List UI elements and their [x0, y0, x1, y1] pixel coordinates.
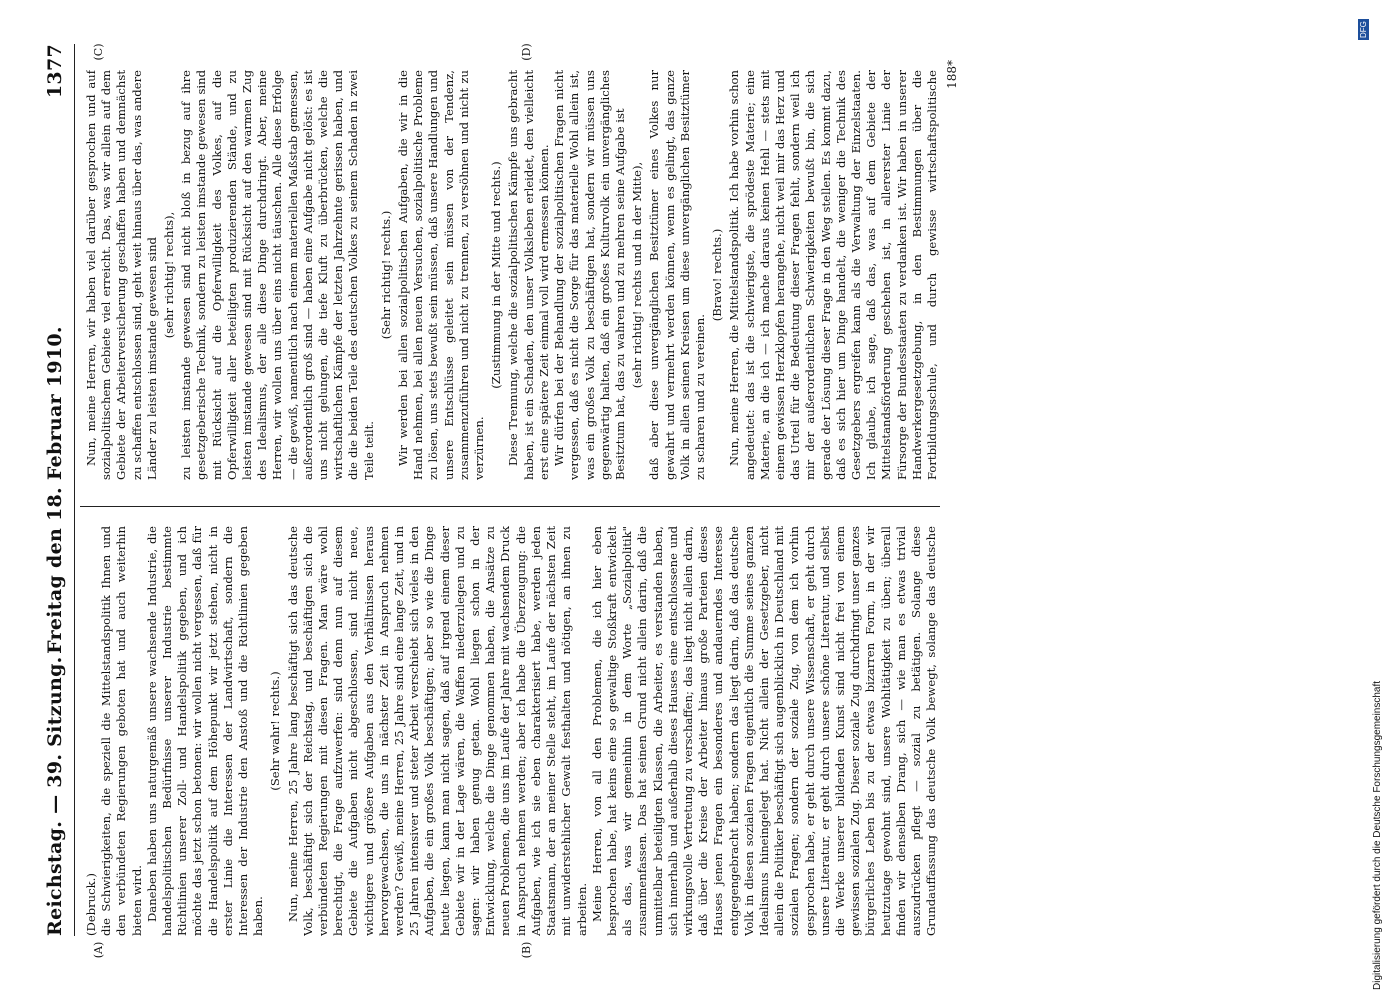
paragraph: Wir werden bei allen sozialpolitischen Aufgaben, die wir in die Hand nehmen, bei allen neuen Versuchen, sozialpolitische Probleme zu lösen, uns stets bewußt sein müssen, daß unsere Handlungen und unsere Entschlüsse geleitet sein müssen von der Tendenz, zusammenzuführen und nicht zu trennen, zu versöhnen und nicht zu verzürnen. — [396, 70, 487, 480]
interjection: (Sehr wahr! rechts.) — [268, 671, 283, 791]
header-date: Freitag den 18. Februar 1910. — [44, 326, 66, 654]
right-column — [84, 70, 939, 480]
paragraph: Nun, meine Herren, die Mittelstandspolitik. Ich habe vorhin schon angedeutet: das ist die schwierigste, die sprödeste Materie; eine Materie, an die ich — ich mache daraus keinen Hehl — stets mit einem gewissen Herzklopfen herangehe, nicht weil mir das Herz und das Urteil für die Bedeutung dieser Fragen fehlt, sondern weil ich mir der außerordentlichen Schwierigkeiten bewußt bin, die sich gerade der Lösung dieser Frage in den Weg stellen. Es kommt dazu, daß es sich hier um Dinge handelt, die weniger die Technik des Gesetzgebers ergreifen kann als die Verwaltung der Einzelstaaten. Ich glaube, ich sage, daß das, was auf dem Gebiete der Mittelstandsförderung geschehen ist, in allererster Linie der Fürsorge der Bundesstaaten zu verdanken ist. Wir haben in unserer Handwerkergesetzgebung, in den Bestimmungen über die Fortbildungsschule, und durch gewisse wirtschaftspolitische — [727, 70, 939, 480]
interjection: (Sehr richtig! rechts.) — [378, 210, 393, 340]
paragraph: daß aber diese unvergänglichen Besitztümer eines Volkes nur gewahrt und vermehrt werden können, wenn es gelingt, das ganze Volk in allen seinen Kreisen um diese unvergänglichen Besitztümer zu scharen und zu vereinen. — [647, 70, 707, 480]
paragraph: Nun, meine Herren, 25 Jahre lang beschäftigt sich das deutsche Volk, beschäftigt sich der Reichstag, und beschäftigen sich die verbündeten Regierungen mit diesen Fragen. Man wäre wohl berechtigt, die Frage aufzuwerfen: sind denn nun auf diesem Gebiete die Aufgaben nicht abgeschlossen, sind nicht neue, wichtigere und größere Aufgaben aus den Verhältnissen heraus hervorgewachsen, die uns in nächster Zeit in Anspruch nehmen werden? Gewiß, meine Herren, 25 Jahre sind eine lange Zeit, und in 25 Jahren intensiver und steter Arbeit verschiebt sich vieles in den Aufgaben, die ein großes Volk beschäftigen; aber so wie die Dinge heute liegen, kann man nicht sagen, daß auf irgend einem dieser Gebiete wir in der Lage wären, die Waffen niederzulegen und zu sagen: wir haben genug getan. Wohl liegen schon in der Entwicklung, welche die Dinge genommen haben, die Ansätze zu neuen Problemen, die uns im Laufe der Jahre mit wachsendem Druck in Anspruch nehmen werden; aber ich habe die Überzeugung: die Aufgaben, wie ich sie eben charakterisiert habe, werden jeden Staatsmann, der an meiner Stelle steht, im Laufe der nächsten Zeit mit unwiderstehlicher Gewalt festhalten und nötigen, an ihnen zu arbeiten. — [285, 526, 589, 936]
signature-mark: 188* — [945, 60, 959, 89]
margin-marker-d: (D) — [520, 43, 533, 61]
interjection: (Bravo! rechts.) — [710, 228, 725, 322]
paragraph: Meine Herren, von all den Problemen, die ich hier eben besprochen habe, hat keins eine so gewaltige Stoßkraft entwickelt als das, was wir gemeinhin in dem Worte „Sozialpolitik" zusammenfassen. Das hat seinen Grund nicht allein darin, daß die unmittelbar beteiligten Klassen, die Arbeiter, es verstanden haben, sich innerhalb und außerhalb dieses Hauses eine entschlossene und wirkungsvolle Vertretung zu verschaffen; das liegt nicht allein darin, daß über die Kreise der Arbeiter hinaus große Parteien dieses Hauses jenen Fragen ein besonderes und andauerndes Interesse entgegengebracht haben; sondern das liegt darin, daß das deutsche Volk in diesen sozialen Fragen eigentlich die Summe seines ganzen Idealismus hineingelegt hat. Nicht allein der Gesetzgeber, nicht allein die Politiker beschäftigt sich augenblicklich in Deutschland mit sozialen Fragen; sondern der soziale Zug, von dem ich vorhin gesprochen habe, er geht durch unsere Wissenschaft, er geht durch unsere Literatur, er geht durch unsere schöne Literatur, und selbst die Werke unserer bildenden Kunst sind nicht frei von einem gewissen sozialen Zug. Dieser soziale Zug durchdringt unser ganzes bürgerliches Leben bis zu der etwas bizarren Form, in der wir heutzutage gewohnt sind, unsere Wohltätigkeit zu üben; überall finden wir denselben Drang, sich — wie man es etwas trivial auszudrücken pflegt — sozial zu betätigen. Solange diese Grundauffassung das deutsche Volk bewegt, solange das deutsche — [589, 526, 939, 936]
dfg-logo: DFG — [1359, 21, 1368, 38]
speaker-continuation: (Debruck.) — [84, 873, 98, 936]
paragraph: Wir dürfen bei der Behandlung der sozialpolitischen Fragen nicht vergessen, daß es nicht die Sorge für das materielle Wohl allein ist, was ein großes Volk zu beschäftigen hat, sondern wir müssen uns gegenwärtig halten, daß ein großes Kulturvolk ein unvergängliches Besitztum hat, das zu wahren und zu mehren seine Aufgabe ist — [552, 70, 627, 480]
paragraph: zu leisten imstande gewesen sind nicht bloß in bezug auf ihre gesetzgeberische Technik, sondern zu leisten imstande gewesen sind mit Rücksicht auf die Opferwilligkeit des Volkes, auf die Opferwilligkeit aller beteiligten produzierenden Stände, und zu leisten imstande gewesen sind mit Rücksicht auf den warmen Zug des Idealismus, der alle diese Dinge durchdringt. Aber, meine Herren, wir wollen uns über eins nicht täuschen. Alle diese Erfolge — die gewiß, namentlich nach einem materiellen Maßstab gemessen, außerordentlich groß sind — haben eine Aufgabe nicht gelöst: es ist uns nicht gelungen, die tiefe Kluft zu überbrücken, welche die wirtschaftlichen Kämpfe der letzten Jahrzehnte gerissen haben, und die die beiden Teile des deutschen Volkes zu seinem Schaden in zwei Teile teilt. — [179, 70, 376, 480]
paragraph: Nun, meine Herren, wir haben viel darüber gesprochen und auf sozialpolitischem Gebiete viel erreicht. Das, was wir allein auf dem Gebiete der Arbeiterversicherung geschaffen haben und demnächst zu schaffen entschlossen sind, geht weit hinaus über das, was andere Länder zu leisten imstande gewesen sind — [84, 70, 159, 480]
digitization-credit: Digitalisierung gefördert durch die Deutsche Forschungsgemeinschaft — [1372, 680, 1383, 990]
margin-marker-b: (B) — [520, 941, 533, 959]
paragraph: Daneben haben uns naturgemäß unsere wachsende Industrie, die handelspolitischen Bedürfnisse unserer Industrie bestimmte Richtlinien unserer Zoll- und Handelspolitik gegeben, und ich möchte das jetzt schon betonen: wir wollen nicht vergessen, daß für die Handelspolitik auf dem Höhepunkt wir jetzt stehen, nicht in erster Linie die Interessen der Landwirtschaft, sondern die Interessen der Industrie den Anstoß und die Richtlinien gegeben haben. — [144, 526, 266, 936]
page-header — [40, 44, 70, 936]
header-left: Reichstag. — 39. Sitzung. — [44, 656, 66, 936]
header-rule — [74, 44, 75, 936]
interjection: (sehr richtig! rechts), — [162, 211, 177, 339]
margin-marker-c: (C) — [92, 43, 105, 61]
left-column — [84, 526, 939, 936]
margin-marker-a: (A) — [92, 941, 105, 959]
interjection: (Zustimmung in der Mitte und rechts.) — [489, 161, 504, 389]
column-divider — [80, 506, 940, 507]
interjection: (sehr richtig! rechts und in der Mitte), — [630, 161, 645, 389]
paragraph: die Schwierigkeiten, die speziell die Mittelstandspolitik Ihnen und den verbündeten Regierungen geboten hat und auch weiterhin bieten wird. — [99, 526, 144, 936]
page-number: 1377 — [44, 44, 66, 99]
paragraph: Diese Trennung, welche die sozialpolitischen Kämpfe uns gebracht haben, ist ein Schaden, den unser Volksleben erleidet, den vielleicht erst eine spätere Zeit einmal voll wird ermessen können. — [506, 70, 551, 480]
